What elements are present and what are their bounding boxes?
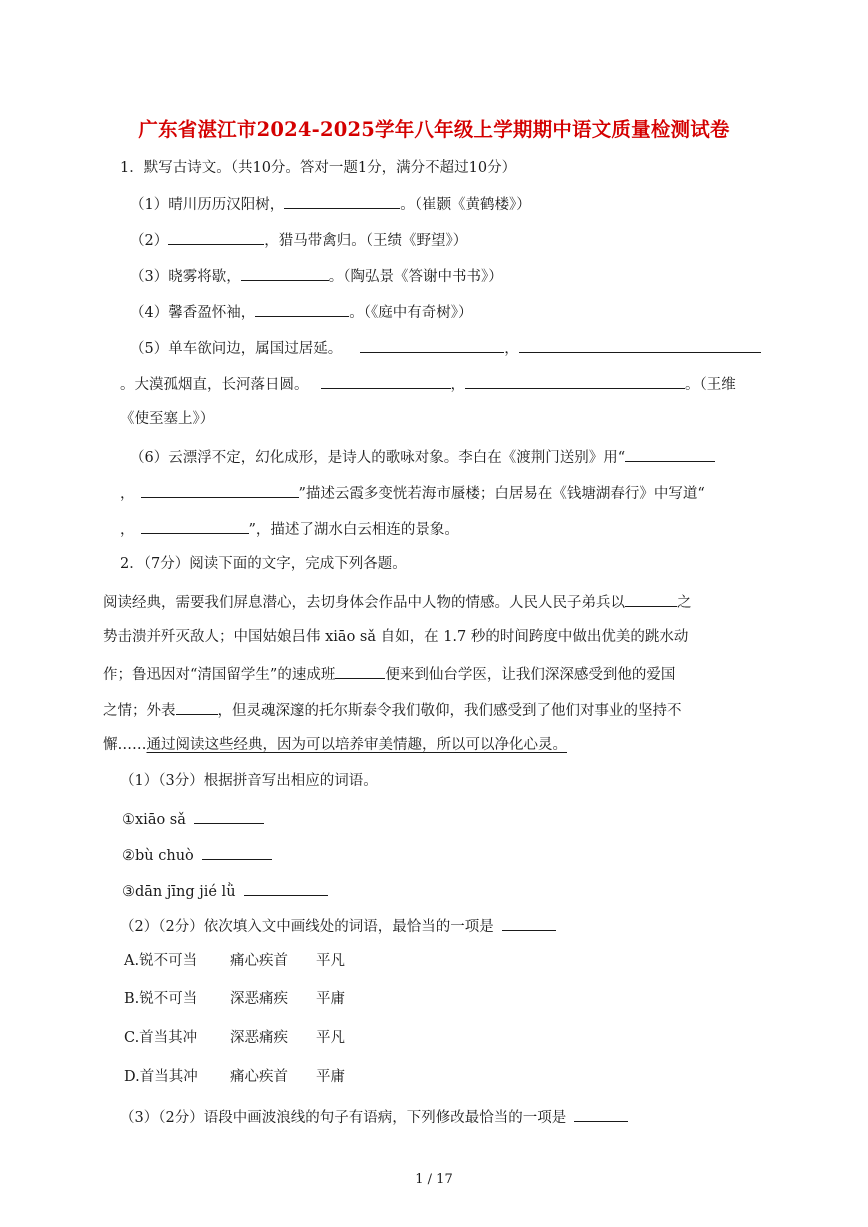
q1-item-5-text-2: 。大漠孤烟直，长河落日圆。 <box>120 377 309 393</box>
q2-sub-3 <box>120 1106 628 1128</box>
pinyin-text: ②bù chuò <box>122 848 194 864</box>
answer-blank[interactable] <box>168 229 264 245</box>
answer-blank[interactable] <box>625 446 715 462</box>
option-b[interactable] <box>124 989 345 1009</box>
q1-item-5-line-3: 《使至塞上》） <box>120 411 215 427</box>
passage-line-2: 势击溃并歼灭敌人；中国姑娘吕伟 xiāo sǎ 自如，在 1.7 秒的时间跨度中做出优美的跳水动 <box>103 629 689 645</box>
q1-item-6-line-3 <box>120 518 459 540</box>
q1-item-6-line-2 <box>120 482 705 504</box>
option-a[interactable] <box>124 951 345 971</box>
comma: ， <box>450 377 465 393</box>
answer-blank[interactable] <box>255 301 349 317</box>
passage-text: 阅读经典，需要我们屏息潜心，去切身体会作品中人物的情感。人民人民子弟兵以 <box>103 595 625 611</box>
answer-blank[interactable] <box>360 337 504 353</box>
q1-item-3-text: （3）晓雾将歇， <box>130 269 241 285</box>
answer-blank[interactable] <box>176 699 218 715</box>
q1-item-6-text-3: ”，描述了湖水白云相连的景象。 <box>248 522 459 538</box>
passage-text: 懈…… <box>103 737 147 753</box>
option-label: C.首当其冲 <box>124 1030 198 1046</box>
q1-item-3 <box>130 265 503 287</box>
q1-item-1 <box>130 193 531 215</box>
answer-blank[interactable] <box>625 591 677 607</box>
exam-title: 广东省湛江市2024-2025学年八年级上学期期中语文质量检测试卷 <box>138 118 730 141</box>
option-word: 深恶痛疾 <box>230 1030 288 1046</box>
answer-blank[interactable] <box>141 482 299 498</box>
option-word: 平凡 <box>316 1030 345 1046</box>
q1-item-6-text-2: ”描述云霞多变恍若海市蜃楼；白居易在《钱塘湖春行》中写道“ <box>298 486 705 502</box>
comma: ， <box>120 522 135 538</box>
passage-text: ，但灵魂深邃的托尔斯泰令我们敬仰，我们感受到了他们对事业的坚持不 <box>217 703 682 719</box>
answer-blank[interactable] <box>244 880 328 896</box>
passage-line-1 <box>103 591 692 613</box>
answer-blank[interactable] <box>284 193 400 209</box>
option-label: B.锐不可当 <box>124 991 198 1007</box>
question-text: （3）（2分）语段中画波浪线的句子有语病，下列修改最恰当的一项是 <box>120 1110 567 1126</box>
question-text: （2）（2分）依次填入文中画线处的词语，最恰当的一项是 <box>120 919 494 935</box>
answer-blank[interactable] <box>574 1106 628 1122</box>
q2-sub-2 <box>120 915 556 937</box>
q2-stem: 2．（7分）阅读下面的文字，完成下列各题。 <box>120 556 407 572</box>
q1-item-5-line-1 <box>130 337 761 359</box>
q1-item-4-source: 。（《庭中有奇树》） <box>349 305 473 321</box>
option-word: 痛心疾首 <box>230 1069 288 1085</box>
answer-blank[interactable] <box>241 265 329 281</box>
q1-item-6-line-1 <box>130 446 715 468</box>
q1-stem: 1．默写古诗文。（共10分。答对一题1分，满分不超过10分） <box>120 160 517 176</box>
answer-blank[interactable] <box>321 373 451 389</box>
answer-blank[interactable] <box>502 915 556 931</box>
passage-line-5 <box>103 735 567 755</box>
passage-text: 作；鲁迅因对“清国留学生”的速成班 <box>103 667 336 683</box>
answer-blank[interactable] <box>519 337 761 353</box>
option-label: A.锐不可当 <box>124 953 198 969</box>
pinyin-item-2 <box>122 844 272 866</box>
answer-blank[interactable] <box>202 844 272 860</box>
answer-blank[interactable] <box>335 663 385 679</box>
wavy-underlined-sentence: 通过阅读这些经典，因为可以培养审美情趣，所以可以净化心灵。 <box>146 737 567 753</box>
q1-item-2 <box>130 229 467 251</box>
option-word: 平庸 <box>316 1069 345 1085</box>
passage-text: 之情；外表 <box>103 703 176 719</box>
q1-item-1-text: （1）晴川历历汉阳树， <box>130 197 285 213</box>
q1-item-5-line-2 <box>120 373 736 395</box>
option-word: 平庸 <box>316 991 345 1007</box>
passage-line-4 <box>103 699 682 721</box>
answer-blank[interactable] <box>141 518 249 534</box>
q1-item-5-source: 。（王维 <box>685 377 736 393</box>
comma: ， <box>504 341 519 357</box>
q1-item-5-text: （5）单车欲问边，属国过居延。 <box>130 341 343 357</box>
passage-line-3 <box>103 663 675 685</box>
option-d[interactable] <box>124 1067 345 1087</box>
option-label: D.首当其冲 <box>124 1069 198 1085</box>
page-number: 1 / 17 <box>415 1172 453 1187</box>
passage-text: 之 <box>677 595 692 611</box>
q1-item-6-text: （6）云漂浮不定，幻化成形，是诗人的歌咏对象。李白在《渡荆门送别》用“ <box>130 450 626 466</box>
passage-text: 便来到仙台学医，让我们深深感受到他的爱国 <box>385 667 676 683</box>
option-word: 痛心疾首 <box>230 953 288 969</box>
q1-item-2-text: ，猎马带禽归。（王绩《野望》） <box>264 233 468 249</box>
option-word: 深恶痛疾 <box>230 991 288 1007</box>
pinyin-item-1 <box>122 808 264 830</box>
pinyin-text: ③dān jīng jié lǜ <box>122 884 236 900</box>
option-c[interactable] <box>124 1028 345 1048</box>
q1-item-1-source: 。（崔颢《黄鹤楼》） <box>400 197 531 213</box>
q1-item-4 <box>130 301 472 323</box>
pinyin-text: ①xiāo sǎ <box>122 812 186 828</box>
answer-blank[interactable] <box>465 373 685 389</box>
q2-sub-1: （1）（3分）根据拼音写出相应的词语。 <box>120 773 378 789</box>
answer-blank[interactable] <box>194 808 264 824</box>
q1-item-2-num: （2） <box>130 233 169 249</box>
pinyin-item-3 <box>122 880 328 902</box>
comma: ， <box>120 486 135 502</box>
q1-item-4-text: （4）馨香盈怀袖， <box>130 305 256 321</box>
option-word: 平凡 <box>316 953 345 969</box>
q1-item-3-source: 。（陶弘景《答谢中书书》） <box>328 269 503 285</box>
